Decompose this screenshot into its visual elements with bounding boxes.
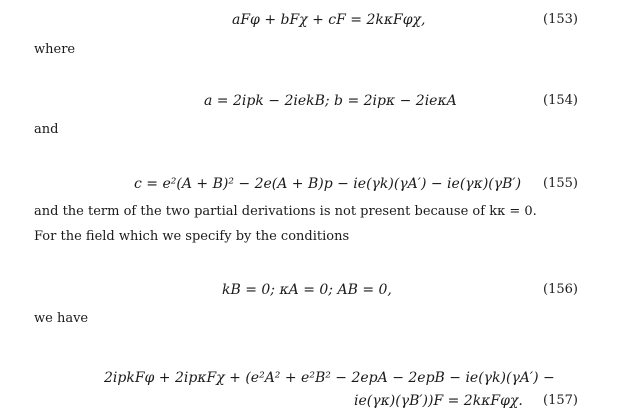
- equation-156-number: (156): [543, 282, 578, 297]
- equation-155: [0, 176, 624, 198]
- text-and: and: [34, 122, 59, 137]
- equation-156: [0, 282, 624, 304]
- equation-157-body: ie(γκ)(γB′))F = 2kκFφχ.: [354, 393, 523, 409]
- equation-154-body: a = 2ipk − 2iekB; b = 2ipκ − 2ieκA: [204, 93, 457, 109]
- equation-153-number: (153): [543, 12, 578, 27]
- text-we-have: we have: [34, 311, 89, 326]
- equation-153: [0, 12, 624, 34]
- equation-157: [0, 393, 624, 415]
- text-field-conditions: For the field which we specify by the conditions: [34, 229, 350, 244]
- equation-156-body: kB = 0; κA = 0; AB = 0,: [222, 282, 392, 298]
- equation-154-number: (154): [543, 93, 578, 108]
- text-where: where: [34, 42, 76, 57]
- equation-157-line-1: 2ipkFφ + 2ipκFχ + (e²A² + e²B² − 2epA − 2epB − ie(γk)(γA′) −: [104, 370, 555, 386]
- text-partial-derivations: and the term of the two partial derivations is not present because of kκ = 0.: [34, 204, 537, 219]
- equation-154: [0, 93, 624, 115]
- equation-155-body: c = e²(A + B)² − 2e(A + B)p − ie(γk)(γA′) − ie(γκ)(γB′): [134, 176, 522, 192]
- equation-153-body: aFφ + bFχ + cF = 2kκFφχ,: [232, 12, 426, 28]
- equation-157-number: (157): [543, 393, 578, 408]
- equation-155-number: (155): [543, 176, 578, 191]
